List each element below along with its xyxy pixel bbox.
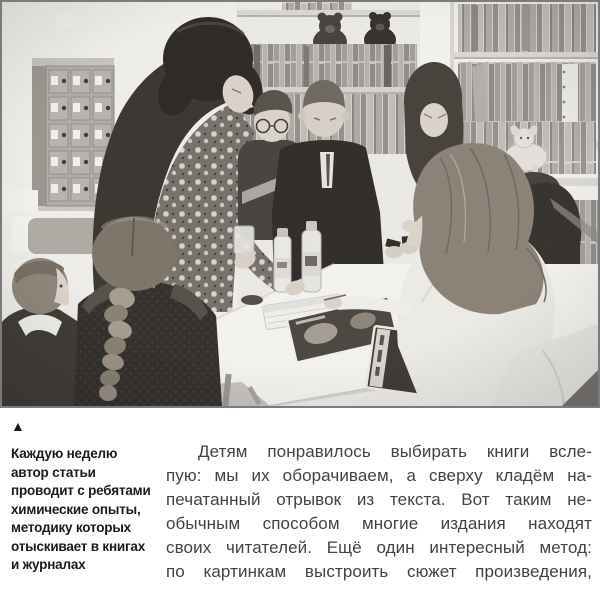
- photo-caption: [11, 419, 161, 575]
- caption-line: отыскивает в книгах: [11, 538, 146, 554]
- caption-line: автор статьи: [11, 464, 96, 480]
- library-photo-illustration: [2, 2, 598, 406]
- article-line: пую: мы их оборачиваем, а сверху кладём на-: [166, 466, 592, 485]
- article-line: обычным способом многие издания находят: [166, 514, 592, 533]
- caption-line: химические опыты,: [11, 501, 141, 517]
- article-line: Детям понравилось выбирать книги всле-: [198, 442, 592, 461]
- caption-line: методику которых: [11, 520, 131, 535]
- article-line: своих читателей. Ещё один интересный метод:: [166, 538, 592, 557]
- caption-triangle-marker: ▲: [11, 418, 25, 434]
- article-line: печатанный отрывок из текста. Вот таким не-: [166, 490, 592, 509]
- article-line: по картинкам выстроить сюжет произведения,: [166, 562, 592, 581]
- caption-lines: [11, 445, 161, 575]
- article-text: [166, 440, 592, 584]
- film-grain: [2, 2, 598, 406]
- caption-line: проводит с ребятами: [11, 483, 151, 498]
- caption-line: и журналах: [11, 557, 86, 572]
- caption-line: Каждую неделю: [11, 446, 118, 461]
